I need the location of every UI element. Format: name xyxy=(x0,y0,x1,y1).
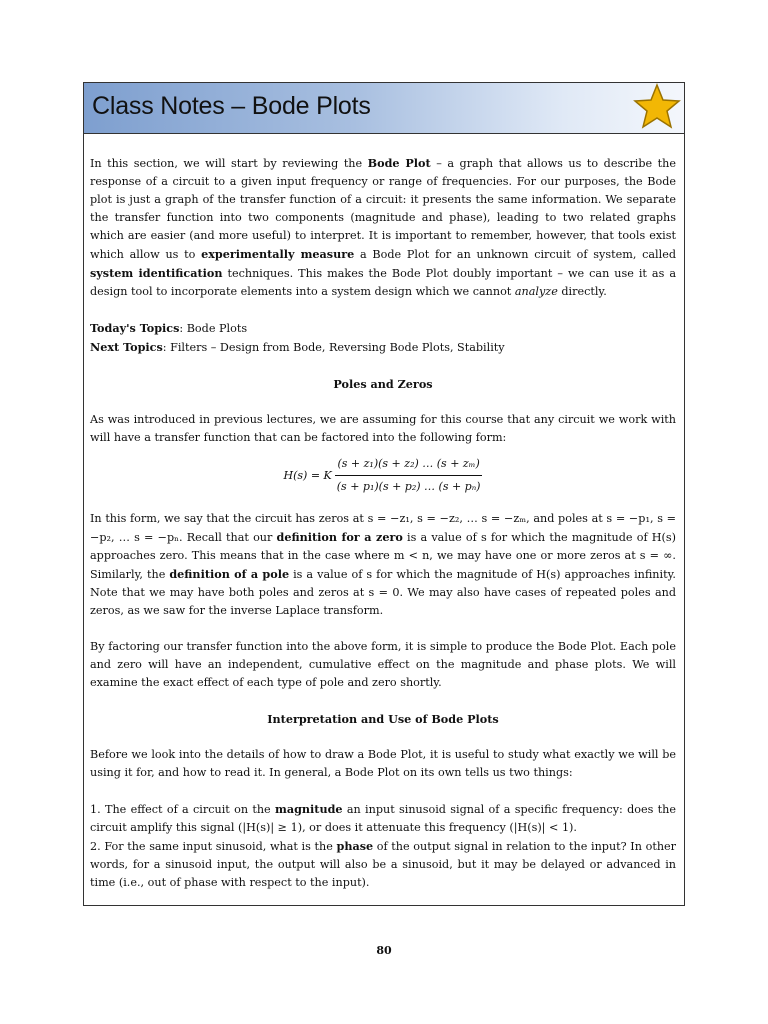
next-topics: Next Topics: Filters – Design from Bode, Reversing Bode Plots, Stability xyxy=(90,340,505,354)
star-icon xyxy=(633,83,681,131)
transfer-function-equation xyxy=(90,455,676,496)
poles-zeros-definition-paragraph: In this form, we say that the circuit has zeros at s = −z₁, s = −z₂, … s = −zₘ, and poles at s = −p₁, s = −p₂, … s = −pₙ. Recall that our definition for a zero is a value of s for which the magnitude of H(s) approaches zero. This means that in the case where m < n, we may have one or more zeros at s = ∞. Similarly, the definition of a pole is a value of s for which the magnitude of H(s) approaches infinity. Note that we may have both poles and zeros at s = 0. We may also have cases of repeated poles and zeros, as we saw for the inverse Laplace transform. xyxy=(90,512,676,617)
term-phase: phase xyxy=(336,839,374,853)
todays-topics: Today's Topics: Bode Plots xyxy=(90,321,248,335)
list-item-phase: 2. For the same input sinusoid, what is the phase of the output signal in relation to the input? In other words, for a sinusoid input, the output will also be a sinusoid, but it may be delayed or advanced in time (i.e., out of phase with respect to the input). xyxy=(90,839,676,889)
factoring-paragraph: By factoring our transfer function into the above form, it is simple to produce the Bode Plot. Each pole and zero will have an independent, cumulative effect on the magnitude and phase plots. We will examine the exact effect of each type of pole and zero shortly. xyxy=(90,640,676,689)
term-definition-zero: definition for a zero xyxy=(276,530,403,544)
equation-numerator: (s + z₁)(s + z₂) … (s + zₘ) xyxy=(335,455,481,476)
term-magnitude: magnitude xyxy=(275,802,343,816)
term-bode-plot: Bode Plot xyxy=(367,156,431,170)
list-item-magnitude: 1. The effect of a circuit on the magnitude an input sinusoid signal of a specific frequency: does the circuit amplify this signal (|H(s)| ≥ 1), or does it attenuate this frequency (|H(s)| < 1). xyxy=(90,802,676,834)
term-analyze: analyze xyxy=(514,285,558,298)
term-system-identification: system identification xyxy=(90,266,223,280)
content-box xyxy=(83,134,685,906)
page-title: Class Notes – Bode Plots xyxy=(92,92,371,120)
equation-denominator: (s + p₁)(s + p₂) … (s + pₙ) xyxy=(336,480,481,493)
equation-lhs: H(s) = K xyxy=(283,468,332,482)
intro-paragraph: In this section, we will start by reviewing the Bode Plot – a graph that allows us to describe the response of a circuit to a given input frequency or range of frequencies. For our purposes, the Bode plot is just a graph of the transfer function of a circuit: it presents the same information. We separate the transfer function into two components (magnitude and phase), leading to two related graphs which are easier (and more useful) to interpret. It is important to remember, however, that tools exist which allow us to experimentally measure a Bode Plot for an unknown circuit of system, called system identification techniques. This makes the Bode Plot doubly important – we can use it as a design tool to incorporate elements into a system design which we cannot analyze directly. xyxy=(90,156,677,298)
poles-intro-paragraph: As was introduced in previous lectures, we are assuming for this course that any circuit we work with will have a transfer function that can be factored into the following form: xyxy=(90,413,676,444)
page-number: 80 xyxy=(376,944,392,957)
term-experimentally-measure: experimentally measure xyxy=(201,247,355,261)
section-heading-poles-zeros: Poles and Zeros xyxy=(333,377,433,391)
term-definition-pole: definition of a pole xyxy=(169,567,290,581)
interpretation-intro-paragraph: Before we look into the details of how to draw a Bode Plot, it is useful to study what exactly we will be using it for, and how to read it. In general, a Bode Plot on its own tells us two things: xyxy=(90,748,676,779)
page-header xyxy=(83,82,685,134)
section-heading-interpretation: Interpretation and Use of Bode Plots xyxy=(267,712,499,726)
